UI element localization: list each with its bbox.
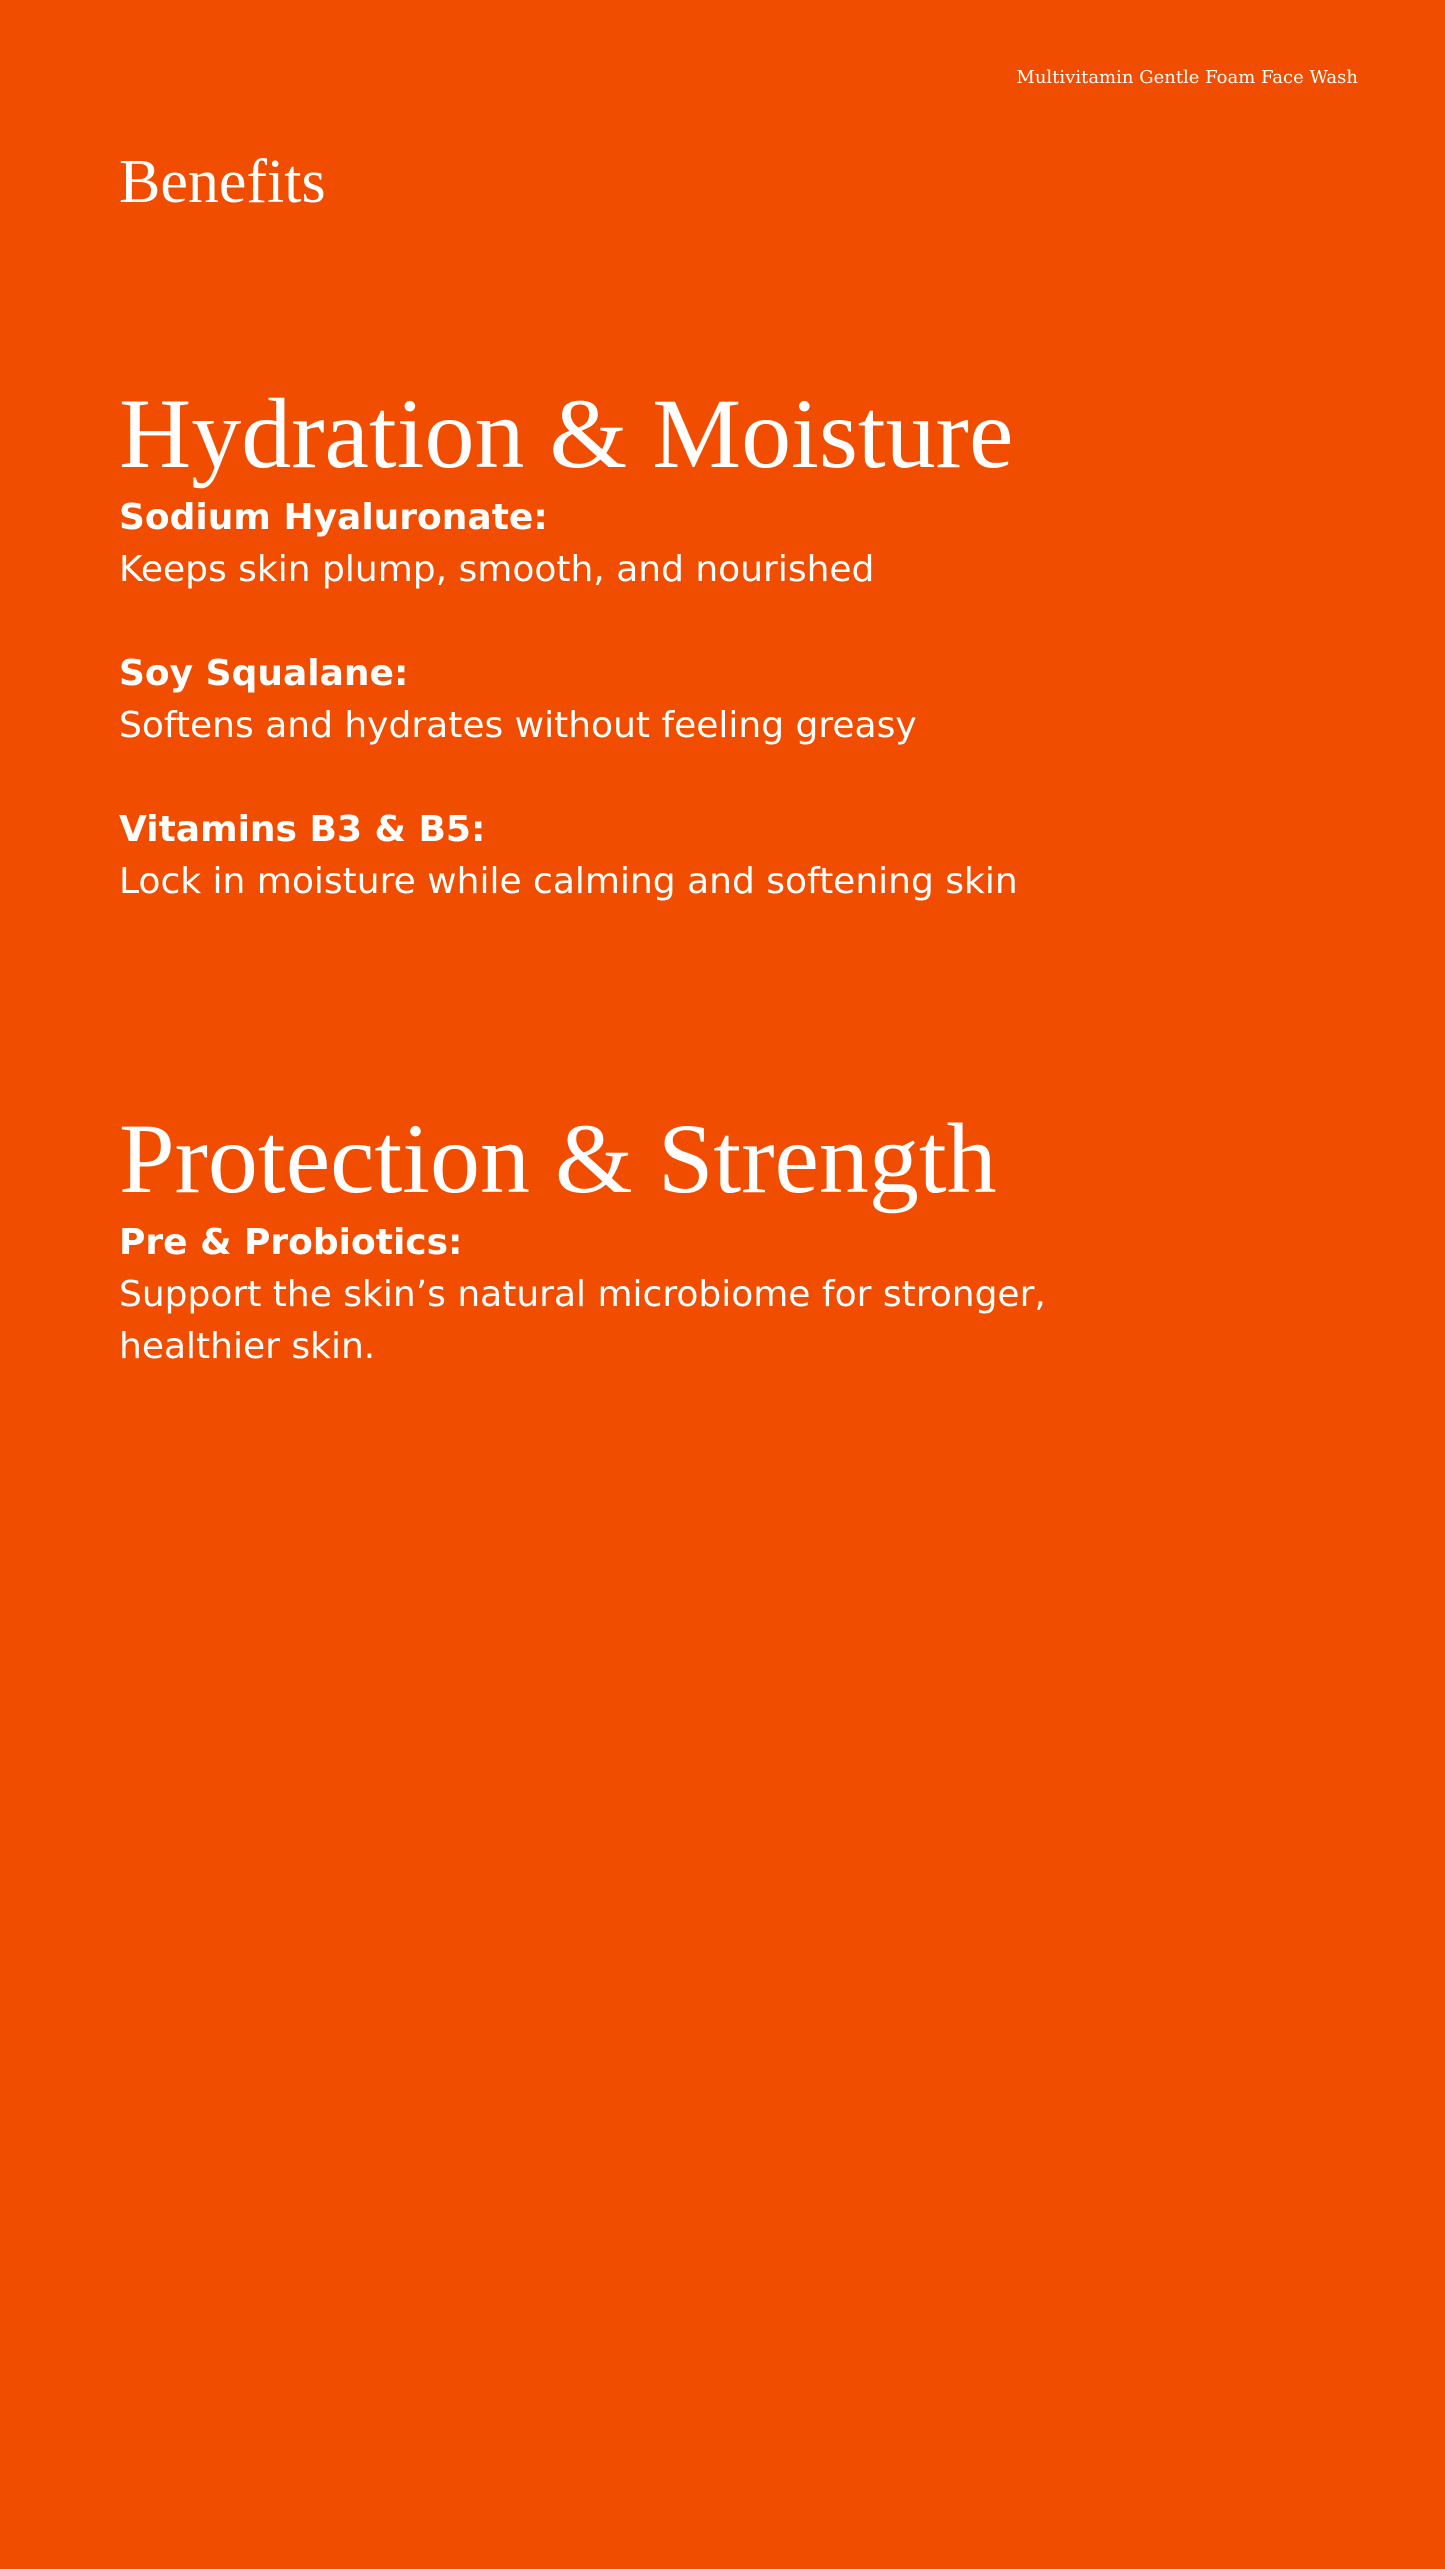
benefit-description: Softens and hydrates without feeling greasy — [119, 705, 917, 746]
benefit-description: Support the skin’s natural microbiome for stronger, healthier skin. — [119, 1274, 1046, 1367]
benefit-name: Vitamins B3 & B5: — [119, 809, 486, 850]
benefit-name: Sodium Hyaluronate: — [119, 497, 548, 538]
section-protection-strength — [119, 1101, 1319, 1373]
section-heading: Protection & Strength — [119, 1103, 997, 1214]
benefit-list — [119, 492, 1319, 908]
benefit-description: Keeps skin plump, smooth, and nourished — [119, 549, 875, 590]
benefit-item — [119, 804, 1319, 908]
section-heading: Hydration & Moisture — [119, 378, 1014, 489]
benefit-item — [119, 1217, 1319, 1373]
section-hydration-moisture — [119, 376, 1319, 908]
page-title: Benefits — [119, 148, 326, 216]
benefit-item — [119, 492, 1319, 596]
benefit-name: Pre & Probiotics: — [119, 1222, 463, 1263]
benefit-description: Lock in moisture while calming and softening skin — [119, 861, 1018, 902]
benefit-name: Soy Squalane: — [119, 653, 409, 694]
benefit-item — [119, 648, 1319, 752]
benefit-list — [119, 1217, 1319, 1373]
product-name: Multivitamin Gentle Foam Face Wash — [1016, 67, 1358, 88]
